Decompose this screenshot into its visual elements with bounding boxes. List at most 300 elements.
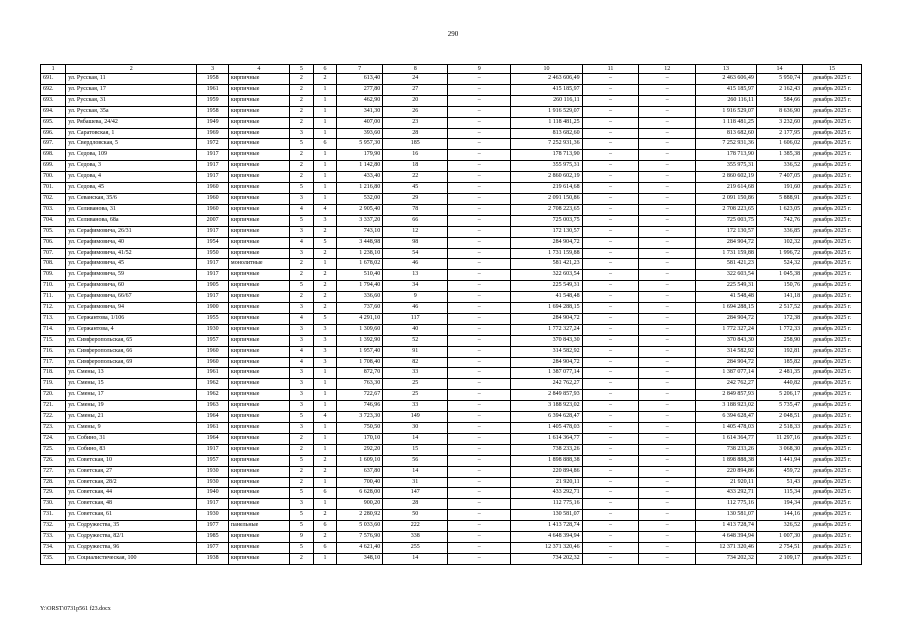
apartments-cell: 13 bbox=[383, 270, 448, 281]
entrances-cell: 1 bbox=[313, 150, 336, 161]
year-cell: 1957 bbox=[197, 335, 228, 346]
wall-material-cell: кирпичные bbox=[228, 95, 289, 106]
entrances-cell: 3 bbox=[313, 324, 336, 335]
table-row bbox=[41, 532, 862, 543]
cost-cell: 2 091 150,86 bbox=[511, 193, 582, 204]
floors-cell: 2 bbox=[289, 477, 313, 488]
housing-register-table bbox=[40, 64, 862, 565]
apartments-cell: 15 bbox=[383, 444, 448, 455]
floors-cell: 2 bbox=[289, 84, 313, 95]
deadline-cell: декабрь 2025 г. bbox=[803, 161, 862, 172]
wall-material-cell: кирпичные bbox=[228, 499, 289, 510]
col9-cell: – bbox=[448, 215, 511, 226]
deadline-cell: декабрь 2025 г. bbox=[803, 423, 862, 434]
year-cell: 1960 bbox=[197, 193, 228, 204]
floors-cell: 3 bbox=[289, 368, 313, 379]
apartments-cell: 33 bbox=[383, 368, 448, 379]
col11-cell: – bbox=[582, 248, 639, 259]
apartments-cell: 45 bbox=[383, 183, 448, 194]
table-row bbox=[41, 521, 862, 532]
table-row bbox=[41, 84, 862, 95]
row-number-cell: 723. bbox=[41, 423, 66, 434]
specific-cost-cell: 336,52 bbox=[756, 161, 802, 172]
total-cost-cell: 813 682,60 bbox=[696, 128, 757, 139]
total-cost-cell: 1 694 288,15 bbox=[696, 303, 757, 314]
col11-cell: – bbox=[582, 106, 639, 117]
cost-cell: 1 413 728,74 bbox=[511, 521, 582, 532]
entrances-cell: 6 bbox=[313, 139, 336, 150]
col11-cell: – bbox=[582, 161, 639, 172]
col11-cell: – bbox=[582, 401, 639, 412]
floors-cell: 5 bbox=[289, 455, 313, 466]
col11-cell: – bbox=[582, 270, 639, 281]
entrances-cell: 3 bbox=[313, 346, 336, 357]
floors-cell: 2 bbox=[289, 444, 313, 455]
entrances-cell: 1 bbox=[313, 433, 336, 444]
row-number-cell: 708. bbox=[41, 259, 66, 270]
col9-cell: – bbox=[448, 455, 511, 466]
floors-cell: 2 bbox=[289, 553, 313, 564]
year-cell: 1917 bbox=[197, 499, 228, 510]
cost-cell: 725 003,75 bbox=[511, 215, 582, 226]
row-number-cell: 706. bbox=[41, 237, 66, 248]
table-row bbox=[41, 303, 862, 314]
area-cell: 613,40 bbox=[337, 74, 383, 85]
row-number-cell: 696. bbox=[41, 128, 66, 139]
floors-cell: 4 bbox=[289, 346, 313, 357]
wall-material-cell: кирпичные bbox=[228, 466, 289, 477]
wall-material-cell: кирпичные bbox=[228, 368, 289, 379]
address-cell: ул. Собино, 31 bbox=[66, 433, 197, 444]
area-cell: 532,00 bbox=[337, 193, 383, 204]
entrances-cell: 4 bbox=[313, 204, 336, 215]
table-row bbox=[41, 390, 862, 401]
col9-cell: – bbox=[448, 542, 511, 553]
specific-cost-cell: 150,76 bbox=[756, 281, 802, 292]
floors-cell: 2 bbox=[289, 292, 313, 303]
col9-cell: – bbox=[448, 368, 511, 379]
specific-cost-cell: 191,60 bbox=[756, 183, 802, 194]
col9-cell: – bbox=[448, 74, 511, 85]
cost-cell: 21 920,11 bbox=[511, 477, 582, 488]
total-cost-cell: 172 130,57 bbox=[696, 226, 757, 237]
apartments-cell: 20 bbox=[383, 95, 448, 106]
area-cell: 1 216,80 bbox=[337, 183, 383, 194]
year-cell: 1917 bbox=[197, 270, 228, 281]
apartments-cell: 9 bbox=[383, 292, 448, 303]
floors-cell: 3 bbox=[289, 303, 313, 314]
apartments-cell: 117 bbox=[383, 313, 448, 324]
row-number-cell: 722. bbox=[41, 412, 66, 423]
floors-cell: 5 bbox=[289, 412, 313, 423]
col12-cell: – bbox=[639, 313, 696, 324]
col11-cell: – bbox=[582, 499, 639, 510]
year-cell: 1977 bbox=[197, 521, 228, 532]
deadline-cell: декабрь 2025 г. bbox=[803, 368, 862, 379]
deadline-cell: декабрь 2025 г. bbox=[803, 204, 862, 215]
year-cell: 1917 bbox=[197, 150, 228, 161]
wall-material-cell: кирпичные bbox=[228, 510, 289, 521]
address-cell: ул. Смены, 17 bbox=[66, 390, 197, 401]
cost-cell: 1 694 288,15 bbox=[511, 303, 582, 314]
deadline-cell: декабрь 2025 г. bbox=[803, 270, 862, 281]
row-number-cell: 698. bbox=[41, 150, 66, 161]
col11-cell: – bbox=[582, 466, 639, 477]
address-cell: ул. Серафимовича, 66/67 bbox=[66, 292, 197, 303]
col9-cell: – bbox=[448, 259, 511, 270]
entrances-cell: 5 bbox=[313, 237, 336, 248]
floors-cell: 3 bbox=[289, 499, 313, 510]
deadline-cell: декабрь 2025 г. bbox=[803, 259, 862, 270]
deadline-cell: декабрь 2025 г. bbox=[803, 95, 862, 106]
wall-material-cell: кирпичные bbox=[228, 335, 289, 346]
entrances-cell: 2 bbox=[313, 270, 336, 281]
cost-cell: 433 292,71 bbox=[511, 488, 582, 499]
col11-cell: – bbox=[582, 477, 639, 488]
deadline-cell: декабрь 2025 г. bbox=[803, 74, 862, 85]
area-cell: 407,00 bbox=[337, 117, 383, 128]
floors-cell: 3 bbox=[289, 379, 313, 390]
total-cost-cell: 41 548,48 bbox=[696, 292, 757, 303]
table-row bbox=[41, 455, 862, 466]
year-cell: 1960 bbox=[197, 204, 228, 215]
specific-cost-cell: 2 162,43 bbox=[756, 84, 802, 95]
col12-cell: – bbox=[639, 379, 696, 390]
year-cell: 1958 bbox=[197, 74, 228, 85]
column-header: 14 bbox=[756, 65, 802, 74]
wall-material-cell: кирпичные bbox=[228, 444, 289, 455]
col12-cell: – bbox=[639, 553, 696, 564]
deadline-cell: декабрь 2025 г. bbox=[803, 183, 862, 194]
col11-cell: – bbox=[582, 183, 639, 194]
specific-cost-cell: 1 045,38 bbox=[756, 270, 802, 281]
col11-cell: – bbox=[582, 488, 639, 499]
specific-cost-cell: 524,32 bbox=[756, 259, 802, 270]
col12-cell: – bbox=[639, 401, 696, 412]
table-row bbox=[41, 226, 862, 237]
floors-cell: 5 bbox=[289, 139, 313, 150]
table-row bbox=[41, 433, 862, 444]
area-cell: 3 337,20 bbox=[337, 215, 383, 226]
deadline-cell: декабрь 2025 г. bbox=[803, 106, 862, 117]
address-cell: ул. Симферопольская, 66 bbox=[66, 346, 197, 357]
cost-cell: 1 118 481,25 bbox=[511, 117, 582, 128]
area-cell: 5 033,60 bbox=[337, 521, 383, 532]
col12-cell: – bbox=[639, 477, 696, 488]
col9-cell: – bbox=[448, 423, 511, 434]
col11-cell: – bbox=[582, 172, 639, 183]
col11-cell: – bbox=[582, 357, 639, 368]
table-row bbox=[41, 401, 862, 412]
cost-cell: 172 130,57 bbox=[511, 226, 582, 237]
cost-cell: 7 252 931,36 bbox=[511, 139, 582, 150]
wall-material-cell: кирпичные bbox=[228, 139, 289, 150]
cost-cell: 1 614 364,77 bbox=[511, 433, 582, 444]
row-number-cell: 724. bbox=[41, 433, 66, 444]
total-cost-cell: 433 292,71 bbox=[696, 488, 757, 499]
col9-cell: – bbox=[448, 488, 511, 499]
apartments-cell: 33 bbox=[383, 401, 448, 412]
table-row bbox=[41, 488, 862, 499]
row-number-cell: 716. bbox=[41, 346, 66, 357]
wall-material-cell: кирпичные bbox=[228, 161, 289, 172]
col11-cell: – bbox=[582, 150, 639, 161]
area-cell: 433,40 bbox=[337, 172, 383, 183]
total-cost-cell: 130 581,07 bbox=[696, 510, 757, 521]
apartments-cell: 31 bbox=[383, 477, 448, 488]
col11-cell: – bbox=[582, 215, 639, 226]
total-cost-cell: 725 003,75 bbox=[696, 215, 757, 226]
row-number-cell: 714. bbox=[41, 324, 66, 335]
col9-cell: – bbox=[448, 150, 511, 161]
specific-cost-cell: 185,82 bbox=[756, 357, 802, 368]
year-cell: 1964 bbox=[197, 412, 228, 423]
wall-material-cell: кирпичные bbox=[228, 532, 289, 543]
total-cost-cell: 260 116,11 bbox=[696, 95, 757, 106]
specific-cost-cell: 459,72 bbox=[756, 466, 802, 477]
col9-cell: – bbox=[448, 335, 511, 346]
col11-cell: – bbox=[582, 226, 639, 237]
address-cell: ул. Серафимовича, 40 bbox=[66, 237, 197, 248]
entrances-cell: 1 bbox=[313, 128, 336, 139]
address-cell: ул. Русская, 31 bbox=[66, 95, 197, 106]
apartments-cell: 40 bbox=[383, 324, 448, 335]
entrances-cell: 1 bbox=[313, 106, 336, 117]
area-cell: 3 723,30 bbox=[337, 412, 383, 423]
col9-cell: – bbox=[448, 84, 511, 95]
row-number-cell: 727. bbox=[41, 466, 66, 477]
floors-cell: 2 bbox=[289, 150, 313, 161]
col9-cell: – bbox=[448, 477, 511, 488]
cost-cell: 355 975,31 bbox=[511, 161, 582, 172]
col11-cell: – bbox=[582, 423, 639, 434]
col9-cell: – bbox=[448, 346, 511, 357]
area-cell: 4 621,40 bbox=[337, 542, 383, 553]
col12-cell: – bbox=[639, 128, 696, 139]
cost-cell: 1 772 327,24 bbox=[511, 324, 582, 335]
apartments-cell: 46 bbox=[383, 259, 448, 270]
apartments-cell: 24 bbox=[383, 74, 448, 85]
floors-cell: 3 bbox=[289, 324, 313, 335]
apartments-cell: 14 bbox=[383, 466, 448, 477]
year-cell: 1930 bbox=[197, 324, 228, 335]
wall-material-cell: кирпичные bbox=[228, 183, 289, 194]
table-row bbox=[41, 466, 862, 477]
col9-cell: – bbox=[448, 379, 511, 390]
floors-cell: 2 bbox=[289, 117, 313, 128]
floors-cell: 2 bbox=[289, 433, 313, 444]
area-cell: 2 905,40 bbox=[337, 204, 383, 215]
wall-material-cell: кирпичные bbox=[228, 313, 289, 324]
area-cell: 763,30 bbox=[337, 379, 383, 390]
specific-cost-cell: 1 623,05 bbox=[756, 204, 802, 215]
total-cost-cell: 2 860 602,19 bbox=[696, 172, 757, 183]
deadline-cell: декабрь 2025 г. bbox=[803, 455, 862, 466]
row-number-cell: 712. bbox=[41, 303, 66, 314]
total-cost-cell: 355 975,31 bbox=[696, 161, 757, 172]
floors-cell: 3 bbox=[289, 390, 313, 401]
total-cost-cell: 4 648 394,94 bbox=[696, 532, 757, 543]
col9-cell: – bbox=[448, 324, 511, 335]
address-cell: ул. Советская, 61 bbox=[66, 510, 197, 521]
table-row bbox=[41, 542, 862, 553]
deadline-cell: декабрь 2025 г. bbox=[803, 324, 862, 335]
col12-cell: – bbox=[639, 270, 696, 281]
specific-cost-cell: 5 735,47 bbox=[756, 401, 802, 412]
total-cost-cell: 1 898 888,38 bbox=[696, 455, 757, 466]
table-row bbox=[41, 183, 862, 194]
col9-cell: – bbox=[448, 226, 511, 237]
entrances-cell: 1 bbox=[313, 183, 336, 194]
table-row bbox=[41, 74, 862, 85]
apartments-cell: 56 bbox=[383, 455, 448, 466]
table-row bbox=[41, 335, 862, 346]
area-cell: 462,90 bbox=[337, 95, 383, 106]
col11-cell: – bbox=[582, 313, 639, 324]
wall-material-cell: кирпичные bbox=[228, 401, 289, 412]
cost-cell: 314 582,92 bbox=[511, 346, 582, 357]
specific-cost-cell: 8 636,90 bbox=[756, 106, 802, 117]
deadline-cell: декабрь 2025 г. bbox=[803, 128, 862, 139]
cost-cell: 284 904,72 bbox=[511, 237, 582, 248]
deadline-cell: декабрь 2025 г. bbox=[803, 466, 862, 477]
year-cell: 1917 bbox=[197, 292, 228, 303]
deadline-cell: декабрь 2025 г. bbox=[803, 335, 862, 346]
col9-cell: – bbox=[448, 313, 511, 324]
cost-cell: 130 581,07 bbox=[511, 510, 582, 521]
wall-material-cell: кирпичные bbox=[228, 455, 289, 466]
wall-material-cell: кирпичные bbox=[228, 488, 289, 499]
table-row bbox=[41, 117, 862, 128]
deadline-cell: декабрь 2025 г. bbox=[803, 226, 862, 237]
col11-cell: – bbox=[582, 542, 639, 553]
deadline-cell: декабрь 2025 г. bbox=[803, 303, 862, 314]
row-number-cell: 733. bbox=[41, 532, 66, 543]
specific-cost-cell: 2 177,95 bbox=[756, 128, 802, 139]
area-cell: 7 576,90 bbox=[337, 532, 383, 543]
wall-material-cell: кирпичные bbox=[228, 150, 289, 161]
wall-material-cell: кирпичные bbox=[228, 303, 289, 314]
specific-cost-cell: 11 297,16 bbox=[756, 433, 802, 444]
wall-material-cell: кирпичные bbox=[228, 248, 289, 259]
address-cell: ул. Селиванова, 68а bbox=[66, 215, 197, 226]
specific-cost-cell: 1 606,02 bbox=[756, 139, 802, 150]
apartments-cell: 28 bbox=[383, 128, 448, 139]
deadline-cell: декабрь 2025 г. bbox=[803, 401, 862, 412]
specific-cost-cell: 194,34 bbox=[756, 499, 802, 510]
col9-cell: – bbox=[448, 95, 511, 106]
address-cell: ул. Социалистическая, 100 bbox=[66, 553, 197, 564]
col12-cell: – bbox=[639, 412, 696, 423]
row-number-cell: 691. bbox=[41, 74, 66, 85]
floors-cell: 3 bbox=[289, 248, 313, 259]
deadline-cell: декабрь 2025 г. bbox=[803, 510, 862, 521]
wall-material-cell: кирпичные bbox=[228, 237, 289, 248]
col11-cell: – bbox=[582, 412, 639, 423]
row-number-cell: 710. bbox=[41, 281, 66, 292]
col9-cell: – bbox=[448, 139, 511, 150]
total-cost-cell: 581 421,23 bbox=[696, 259, 757, 270]
year-cell: 1957 bbox=[197, 455, 228, 466]
specific-cost-cell: 192,81 bbox=[756, 346, 802, 357]
col12-cell: – bbox=[639, 95, 696, 106]
area-cell: 393,60 bbox=[337, 128, 383, 139]
table-row bbox=[41, 368, 862, 379]
specific-cost-cell: 584,66 bbox=[756, 95, 802, 106]
cost-cell: 6 394 628,47 bbox=[511, 412, 582, 423]
cost-cell: 284 904,72 bbox=[511, 313, 582, 324]
row-number-cell: 728. bbox=[41, 477, 66, 488]
year-cell: 1960 bbox=[197, 357, 228, 368]
cost-cell: 1 916 529,07 bbox=[511, 106, 582, 117]
cost-cell: 4 648 394,94 bbox=[511, 532, 582, 543]
column-header: 3 bbox=[197, 65, 228, 74]
col9-cell: – bbox=[448, 270, 511, 281]
deadline-cell: декабрь 2025 г. bbox=[803, 488, 862, 499]
area-cell: 743,10 bbox=[337, 226, 383, 237]
year-cell: 1900 bbox=[197, 303, 228, 314]
specific-cost-cell: 2 048,51 bbox=[756, 412, 802, 423]
wall-material-cell: кирпичные bbox=[228, 270, 289, 281]
wall-material-cell: кирпичные bbox=[228, 477, 289, 488]
cost-cell: 284 904,72 bbox=[511, 357, 582, 368]
specific-cost-cell: 5 950,74 bbox=[756, 74, 802, 85]
deadline-cell: декабрь 2025 г. bbox=[803, 532, 862, 543]
address-cell: ул. Седова, 3 bbox=[66, 161, 197, 172]
col9-cell: – bbox=[448, 390, 511, 401]
col11-cell: – bbox=[582, 237, 639, 248]
total-cost-cell: 3 188 923,02 bbox=[696, 401, 757, 412]
year-cell: 1961 bbox=[197, 84, 228, 95]
col12-cell: – bbox=[639, 390, 696, 401]
col11-cell: – bbox=[582, 117, 639, 128]
table-row bbox=[41, 477, 862, 488]
specific-cost-cell: 51,43 bbox=[756, 477, 802, 488]
col9-cell: – bbox=[448, 161, 511, 172]
area-cell: 637,80 bbox=[337, 466, 383, 477]
address-cell: ул. Селиванова, 31 bbox=[66, 204, 197, 215]
area-cell: 1 392,90 bbox=[337, 335, 383, 346]
floors-cell: 5 bbox=[289, 488, 313, 499]
row-number-cell: 731. bbox=[41, 510, 66, 521]
year-cell: 1917 bbox=[197, 259, 228, 270]
row-number-cell: 694. bbox=[41, 106, 66, 117]
entrances-cell: 2 bbox=[313, 532, 336, 543]
specific-cost-cell: 326,52 bbox=[756, 521, 802, 532]
col9-cell: – bbox=[448, 281, 511, 292]
area-cell: 5 957,30 bbox=[337, 139, 383, 150]
total-cost-cell: 1 405 478,03 bbox=[696, 423, 757, 434]
row-number-cell: 695. bbox=[41, 117, 66, 128]
deadline-cell: декабрь 2025 г. bbox=[803, 357, 862, 368]
deadline-cell: декабрь 2025 г. bbox=[803, 499, 862, 510]
row-number-cell: 700. bbox=[41, 172, 66, 183]
floors-cell: 4 bbox=[289, 204, 313, 215]
col11-cell: – bbox=[582, 444, 639, 455]
year-cell: 1958 bbox=[197, 106, 228, 117]
year-cell: 1949 bbox=[197, 117, 228, 128]
floors-cell: 3 bbox=[289, 193, 313, 204]
apartments-cell: 50 bbox=[383, 510, 448, 521]
entrances-cell: 2 bbox=[313, 226, 336, 237]
area-cell: 1 708,40 bbox=[337, 357, 383, 368]
table-row bbox=[41, 313, 862, 324]
row-number-cell: 720. bbox=[41, 390, 66, 401]
col11-cell: – bbox=[582, 368, 639, 379]
address-cell: ул. Седова, 45 bbox=[66, 183, 197, 194]
row-number-cell: 717. bbox=[41, 357, 66, 368]
deadline-cell: декабрь 2025 г. bbox=[803, 313, 862, 324]
